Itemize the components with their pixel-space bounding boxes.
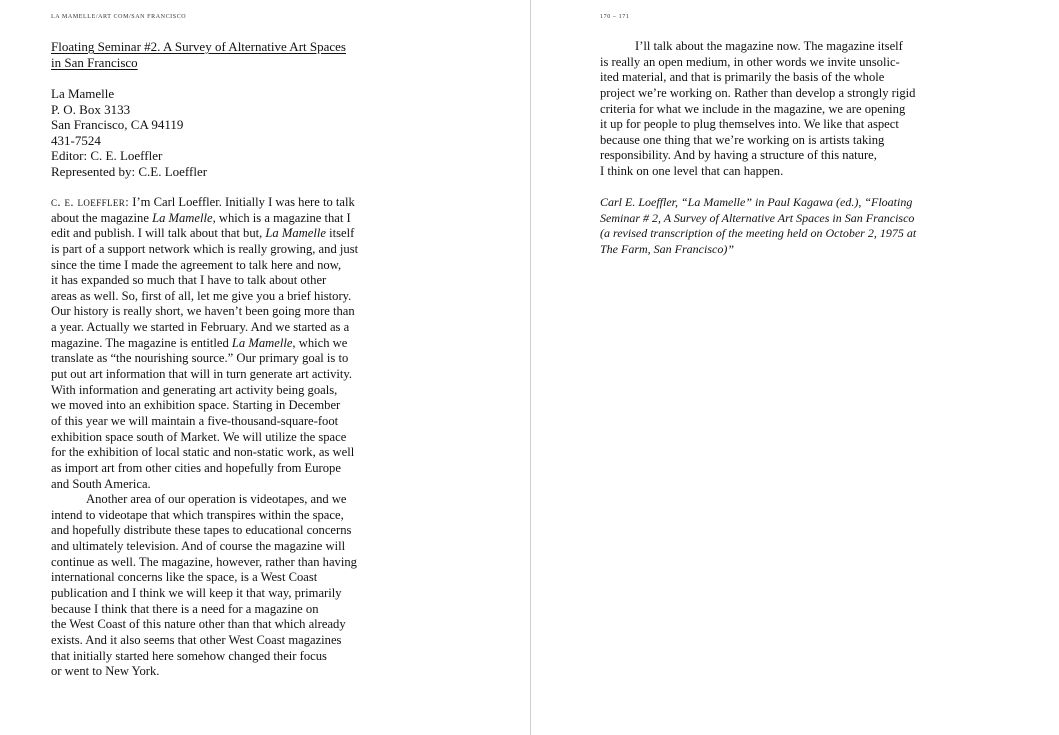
text-line: because one thing that we’re working on is artists taking xyxy=(600,132,885,147)
text-line: I’ll talk about the magazine now. The magazine itself xyxy=(635,39,903,53)
text-line: With information and generating art activity being goals, xyxy=(51,382,338,397)
text-line: Our history is really short, we haven’t been going more than xyxy=(51,304,355,319)
title-line: in San Francisco xyxy=(51,54,138,70)
running-head-left: LA MAMELLE/ART COM/SAN FRANCISCO xyxy=(51,14,187,20)
text-line: we moved into an exhibition space. Starting in December xyxy=(51,398,341,413)
text-line: and South America. xyxy=(51,476,151,491)
phone: 431-7524 xyxy=(51,132,101,148)
text-line: international concerns like the space, is a West Coast xyxy=(51,570,318,585)
text-line: magazine. The magazine is entitled La Mamelle, which we xyxy=(51,335,348,350)
text-line: that initially started here somehow changed their focus xyxy=(51,648,327,663)
text-line: responsibility. And by having a structure of this nature, xyxy=(600,148,877,163)
text-line: publication and I think we will keep it that way, primarily xyxy=(51,586,342,601)
text-line: a year. Actually we started in February. And we started as a xyxy=(51,320,350,335)
text-line: I think on one level that can happen. xyxy=(600,164,784,179)
text-line: or went to New York. xyxy=(51,664,160,679)
page-numbers: 170 – 171 xyxy=(600,14,630,20)
text-line: exhibition space south of Market. We will utilize the space xyxy=(51,429,347,444)
page-gutter xyxy=(530,0,531,735)
text-line: about the magazine La Mamelle, which is a magazine that I xyxy=(51,210,351,225)
editor: Editor: C. E. Loeffler xyxy=(51,148,163,164)
text-line: edit and publish. I will talk about that but, La Mamelle itself xyxy=(51,226,355,241)
text-line: continue as well. The magazine, however, rather than having xyxy=(51,554,357,569)
text-line: Another area of our operation is videotapes, and we xyxy=(86,492,347,507)
transcript-body xyxy=(51,195,381,680)
text-line: since the time I made the agreement to talk here and now, xyxy=(51,257,342,272)
article-title xyxy=(51,39,381,70)
right-page xyxy=(532,0,1059,735)
text-line: of this year we will maintain a five-thousand-square-foot xyxy=(51,413,339,428)
text-line: exists. And it also seems that other West Coast magazines xyxy=(51,632,342,647)
speaker-name: c. e. loeffler: xyxy=(51,195,130,209)
text-line: for the exhibition of local static and non-static work, as well xyxy=(51,445,355,460)
text-line: criteria for what we include in the magazine, we are opening xyxy=(600,101,906,116)
text-line: intend to videotape that which transpires within the space, xyxy=(51,507,344,522)
text-line: project we’re working on. Rather than develop a strongly rigid xyxy=(600,85,916,100)
transcript-continuation xyxy=(600,39,930,180)
text-line: ited material, and that is primarily the basis of the whole xyxy=(600,70,885,85)
text-line: c. e. loeffler: I’m Carl Loeffler. Initially I was here to talk xyxy=(51,195,355,209)
text-line: areas as well. So, first of all, let me give you a brief history. xyxy=(51,288,352,303)
text-line: the West Coast of this nature other than that which already xyxy=(51,617,346,632)
po-box: P. O. Box 3133 xyxy=(51,101,131,117)
title-line: Floating Seminar #2. A Survey of Alternative Art Spaces xyxy=(51,39,346,54)
represented-by: Represented by: C.E. Loeffler xyxy=(51,163,208,179)
text-line: and ultimately television. And of course the magazine will xyxy=(51,539,346,554)
text-line: is part of a support network which is really growing, and just xyxy=(51,241,359,256)
text-line: it up for people to plug themselves into. We like that aspect xyxy=(600,117,899,132)
city-line: San Francisco, CA 94119 xyxy=(51,117,184,133)
text-line: and hopefully distribute these tapes to educational concerns xyxy=(51,523,352,538)
text-line: it has expanded so much that I have to talk about other xyxy=(51,273,327,288)
text-line: as import art from other cities and hopefully from Europe xyxy=(51,460,341,475)
text-line: because I think that there is a need for a magazine on xyxy=(51,601,319,616)
source-citation xyxy=(600,195,930,258)
text-line: is really an open medium, in other words we invite unsolic- xyxy=(600,54,900,69)
citation-line: Seminar # 2, A Survey of Alternative Art Spaces in San Francisco xyxy=(600,210,915,225)
org-name: La Mamelle xyxy=(51,86,115,101)
address-block xyxy=(51,86,207,180)
citation-line: The Farm, San Francisco)” xyxy=(600,241,734,256)
text-line: translate as “the nourishing source.” Our primary goal is to xyxy=(51,351,349,366)
citation-line: Carl E. Loeffler, “La Mamelle” in Paul Kagawa (ed.), “Floating xyxy=(600,195,913,209)
text-line: put out art information that will in turn generate art activity. xyxy=(51,367,352,382)
citation-line: (a revised transcription of the meeting held on October 2, 1975 at xyxy=(600,226,917,241)
